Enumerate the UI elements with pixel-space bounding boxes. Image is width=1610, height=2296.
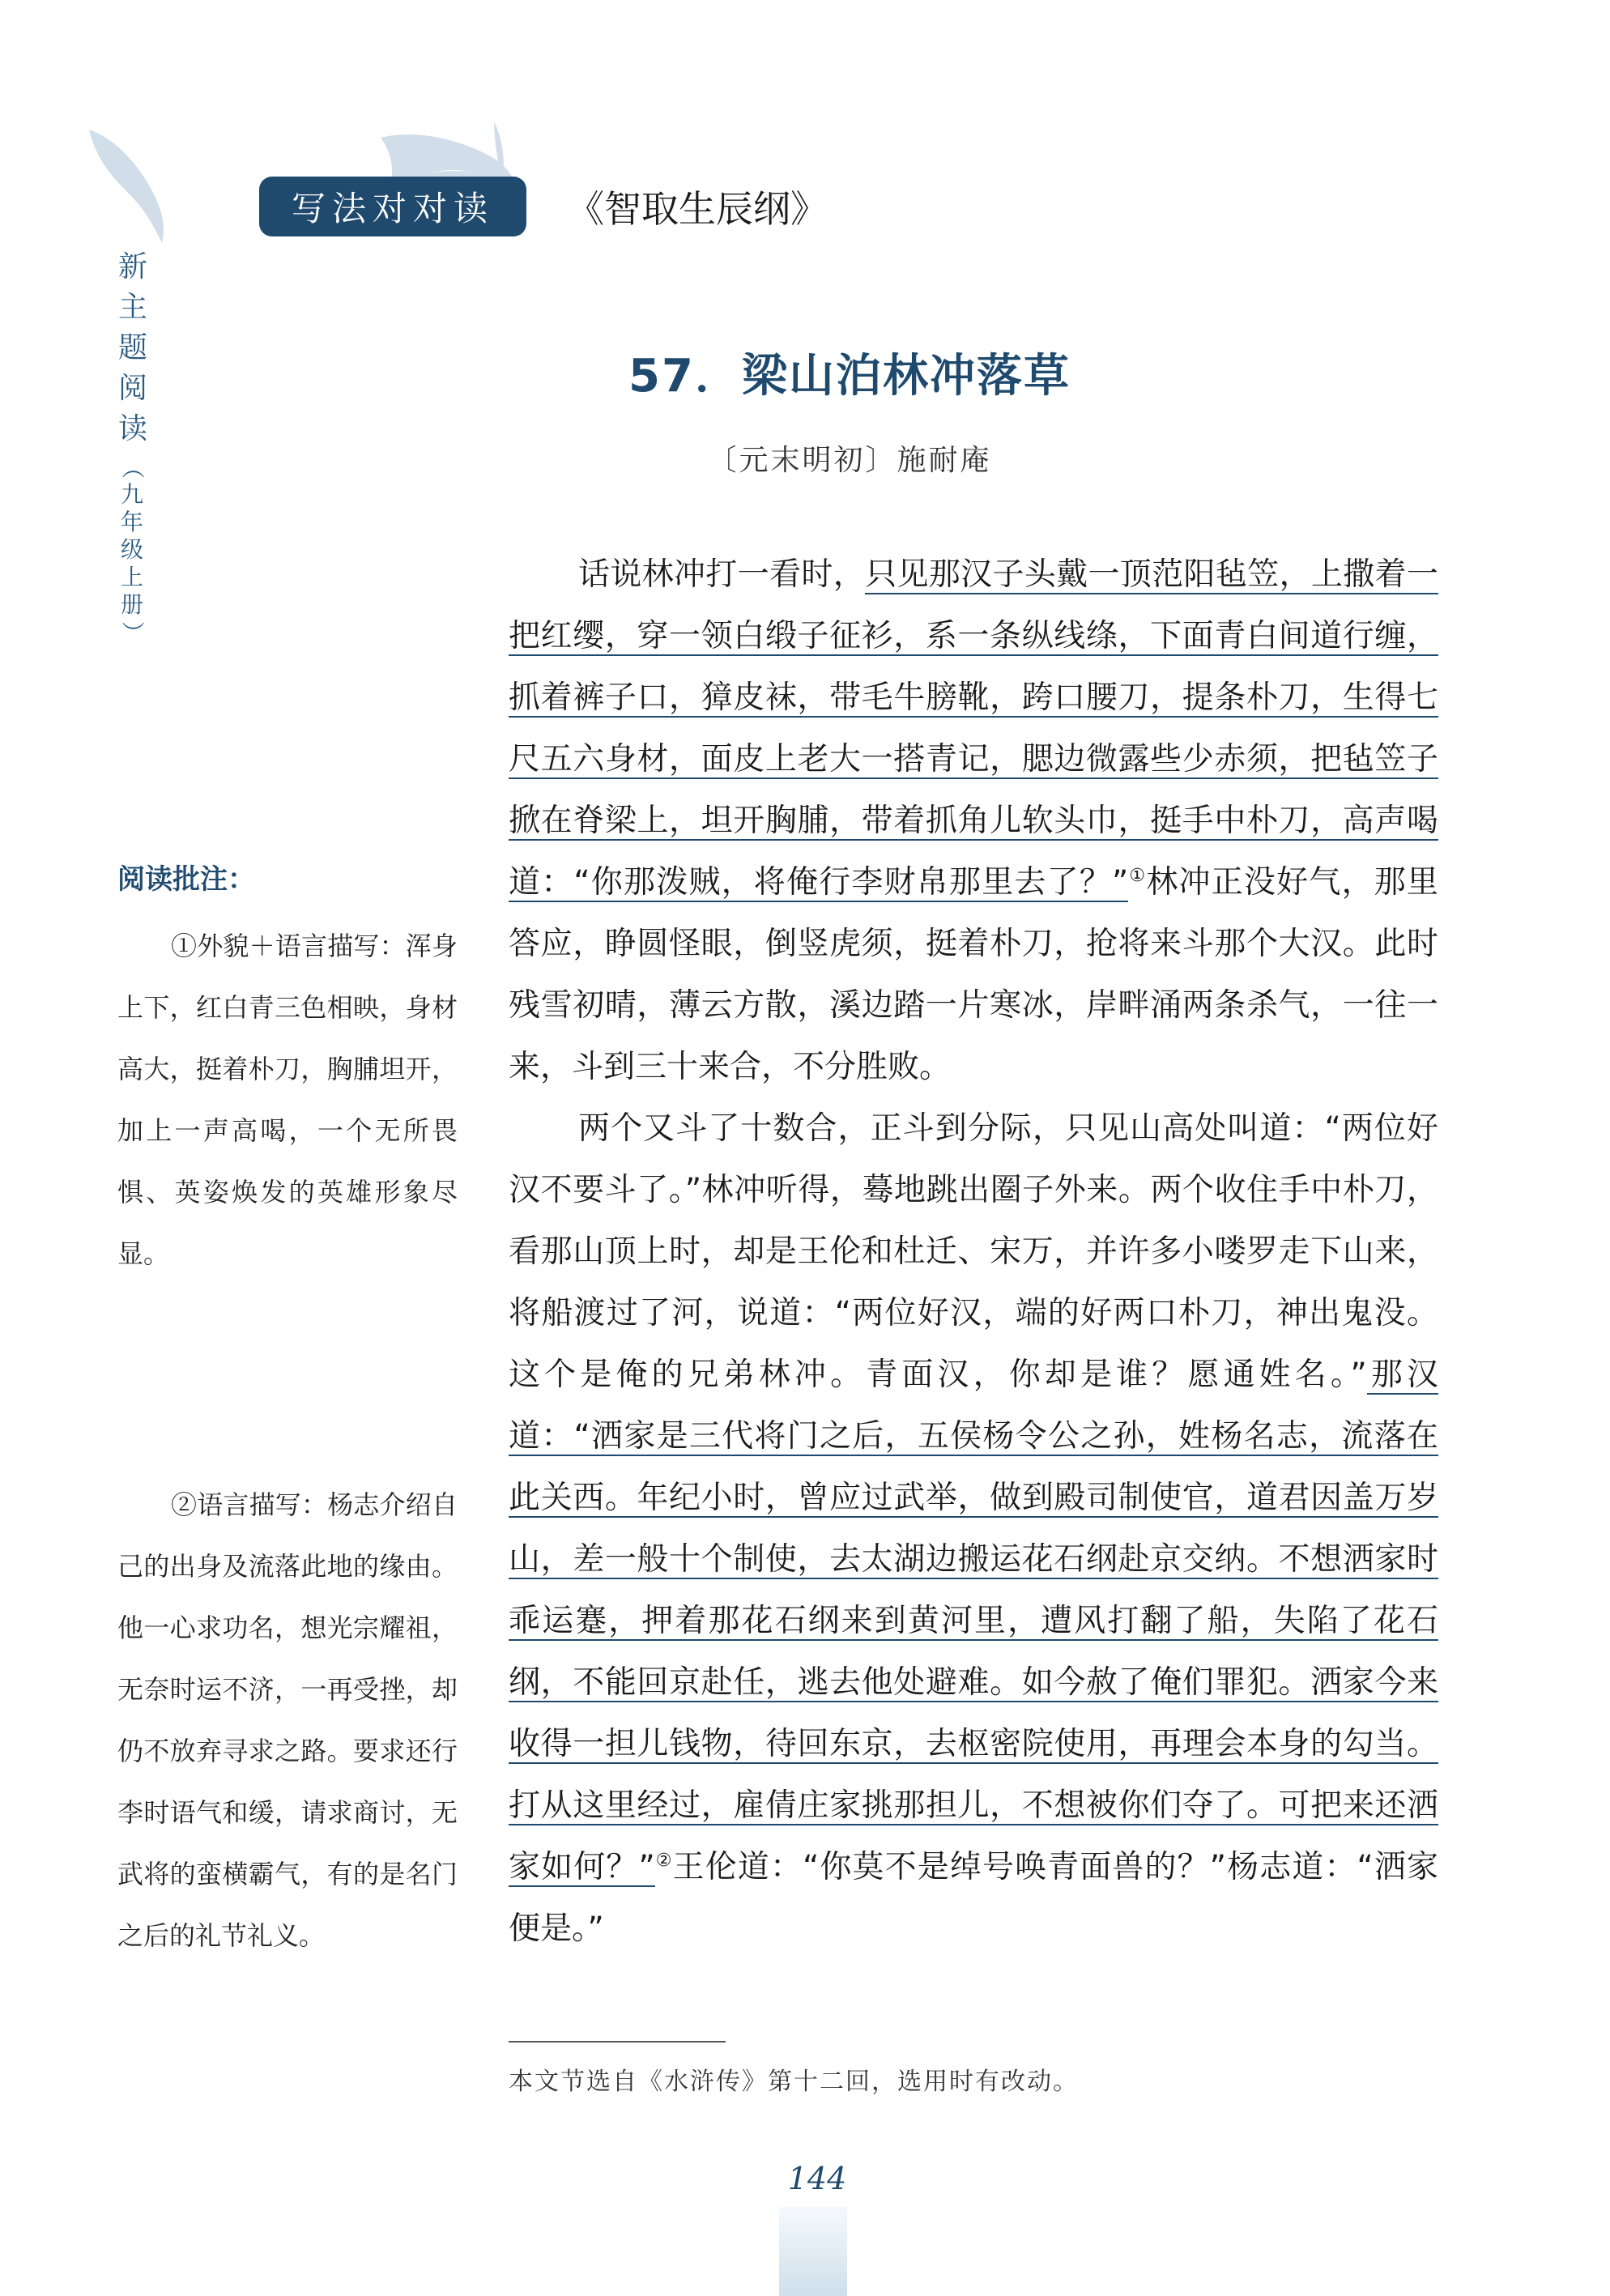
annotation-marker-2: ②: [654, 1851, 673, 1871]
paragraph-1: 话说林冲打一看时，只见那汉子头戴一顶范阳毡笠，上撒着一把红缨，穿一领白缎子征衫，系一条纵线绦，下面青白间道行缠，抓着裤子口，獐皮袜，带毛牛膀靴，跨口腰刀，提条朴刀，生得七尺五六身材，面皮上老大一搭青记，腮边微露些少赤须，把毡笠子掀在脊梁上，坦开胸脯，带着抓角儿软头巾，挺手中朴刀，高声喝道：“你那泼贼，将俺行李财帛那里去了？”①林冲正没好气，那里答应，睁圆怪眼，倒竖虎须，挺着朴刀，抢将来斗那个大汉。此时残雪初晴，薄云方散，溪边踏一片寒冰，岸畔涌两条杀气，一往一来，斗到三十来合，不分胜败。: [509, 556, 1438, 1085]
main-text: [509, 544, 1438, 1960]
annotation-note-2: ②语言描写：杨志介绍自己的出身及流落此地的缘由。他一心求功名，想光宗耀祖，无奈时运不济，一再受挫，却仍不放弃寻求之路。要求还行李时语气和缓，请求商讨，无武将的蛮横霸气，有的是名门之后的礼节礼义。: [117, 1489, 458, 1951]
dolphin-left-icon: [89, 130, 164, 243]
series-title-char: 主: [117, 291, 147, 324]
subtitle-close-paren: ）: [119, 620, 146, 644]
lesson-title: 57．梁山泊林冲落草: [628, 350, 1071, 403]
book-title: 《智取生辰纲》: [567, 187, 828, 231]
series-subtitle-char: 册: [120, 591, 143, 618]
series-subtitle-char: 九: [120, 481, 143, 508]
underlined-passage-1: 只见那汉子头戴一顶范阳毡笠，上撒着一把红缨，穿一领白缎子征衫，系一条纵线绦，下面青白间道行缠，抓着裤子口，獐皮袜，带毛牛膀靴，跨口腰刀，提条朴刀，生得七尺五六身材，面皮上老大一搭青记，腮边微露些少赤须，把毡笠子掀在脊梁上，坦开胸脯，带着抓角儿软头巾，挺手中朴刀，高声喝道：“你那泼贼，将俺行李财帛那里去了？”: [509, 556, 1438, 901]
series-subtitle-char: 上: [120, 564, 143, 590]
series-subtitle-char: 级: [120, 536, 143, 563]
underlined-passage-2: 那汉道：“洒家是三代将门之后，五侯杨令公之孙，姓杨名志，流落在此关西。年纪小时，曾应过武举，做到殿司制使官，道君因盖万岁山，差一般十个制使，去太湖边搬运花石纲赴京交纳。不想洒家时乖运蹇，押着那花石纲来到黄河里，遭风打翻了船，失陷了花石纲，不能回京赴任，逃去他处避难。如今赦了俺们罪犯。洒家今来收得一担儿钱物，待回东京，去枢密院使用，再理会本身的勾当。打从这里经过，雇倩庄家挑那担儿，不想被你们夺了。可把来还洒家如何？”: [509, 1357, 1438, 1885]
subtitle-open-paren: （: [119, 455, 146, 479]
series-title-char: 读: [117, 412, 147, 445]
footnote-divider: [509, 2041, 726, 2043]
paragraph-2: 两个又斗了十数合，正斗到分际，只见山高处叫道：“两位好汉不要斗了。”林冲听得，蓦地跳出圈子外来。两个收住手中朴刀，看那山顶上时，却是王伦和杜迁、宋万，并许多小喽罗走下山来，将船渡过了河，说道：“两位好汉，端的好两口朴刀，神出鬼没。这个是俺的兄弟林冲。青面汉，你却是谁？愿通姓名。”那汉道：“洒家是三代将门之后，五侯杨令公之孙，姓杨名志，流落在此关西。年纪小时，曾应过武举，做到殿司制使官，道君因盖万岁山，差一般十个制使，去太湖边搬运花石纲赴京交纳。不想洒家时乖运蹇，押着那花石纲来到黄河里，遭风打翻了船，失陷了花石纲，不能回京赴任，逃去他处避难。如今赦了俺们罪犯。洒家今来收得一担儿钱物，待回东京，去枢密院使用，再理会本身的勾当。打从这里经过，雇倩庄家挑那担儿，不想被你们夺了。可把来还洒家如何？”②王伦道：“你莫不是绰号唤青面兽的？”杨志道：“洒家便是。”: [509, 1110, 1438, 1947]
series-title-char: 题: [117, 331, 147, 364]
footnote: 本文节选自《水浒传》第十二回，选用时有改动。: [509, 2068, 1079, 2096]
annotation-marker-1: ①: [1128, 866, 1147, 886]
series-title-char: 新: [117, 250, 147, 283]
section-tag: 写法对对读: [259, 177, 526, 236]
page-number: 144: [787, 2161, 847, 2196]
page-number-bar: [779, 2207, 847, 2296]
series-title-char: 阅: [117, 372, 147, 405]
series-subtitle-vertical: [117, 454, 147, 646]
lesson-author: 〔元末明初〕施耐庵: [707, 444, 992, 477]
series-subtitle-char: 年: [120, 509, 143, 535]
annotation-note-1: ①外貌＋语言描写：浑身上下，红白青三色相映，身材高大，挺着朴刀，胸脯坦开，加上一声高喝，一个无所畏惧、英姿焕发的英雄形象尽显。: [117, 931, 458, 1269]
sidebar-heading: 阅读批注：: [117, 863, 255, 896]
